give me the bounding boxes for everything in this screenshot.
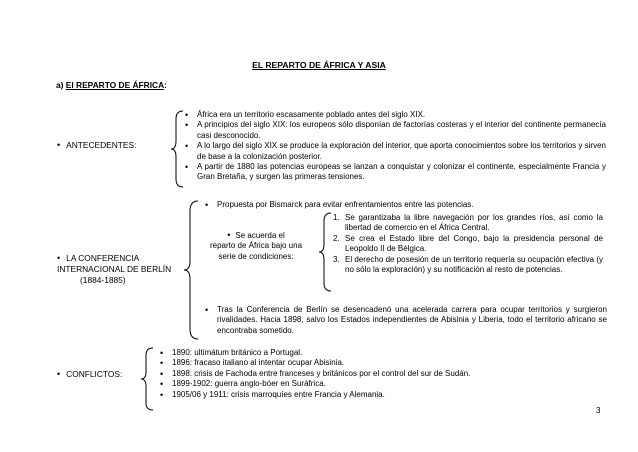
section-suffix: : (164, 80, 167, 90)
acuerdo-line3: serie de condiciones: (218, 251, 294, 261)
section-prefix: a) (56, 80, 66, 90)
antecedentes-label-text: ANTECEDENTES: (66, 140, 137, 150)
item-number: 1. (333, 213, 340, 222)
item-text: Se crea el Estado libre del Congo, bajo la presidencia personal de Leopoldo II de Bélgica. (345, 233, 603, 254)
list-item (333, 255, 603, 276)
condiciones-list (333, 213, 603, 275)
antecedentes-list (185, 110, 606, 183)
bullet-icon: • (57, 253, 61, 263)
conflictos-brace (140, 348, 154, 410)
antecedentes-brace (170, 111, 184, 187)
conferencia-label (57, 253, 139, 264)
list-item: • 1896: fracaso italiano al intentar ocupar Abisinia. (160, 358, 600, 368)
conferencia-brace (183, 201, 199, 339)
acuerdo-line2: reparto de África bajo una (209, 241, 303, 251)
conflictos-label (57, 369, 122, 380)
conferencia-dates: (1884-1885) (80, 275, 126, 285)
item-number: 3. (333, 254, 340, 264)
section-heading (56, 80, 167, 90)
conferencia-label-line1: LA CONFERENCIA (66, 253, 140, 263)
list-item: • 1898: crisis de Fachoda entre franceses y británicos por el control del sur de Sudán. (160, 369, 600, 379)
list-item: • África era un territorio escasamente poblado antes del siglo XIX. (185, 110, 606, 120)
list-item: • A partir de 1880 las potencias europeas se lanzan a conquistar y colonizar el continente, especialmente Francia y Gran Bretaña, y surgen las primeras tensiones. (185, 162, 606, 183)
list-item: • 1905/06 y 1911: crisis marroquíes entre Francia y Alemania. (160, 390, 600, 400)
list-item: • Tras la Conferencia de Berlín se desencadenó una acelerada carrera para ocupar territorios y surgieron rivalidades. Hacia 1898, salvo los Estados independientes de Abisinia y Liberia, todo el territorio africano se encontraba sometido. (205, 305, 607, 336)
conflictos-list (160, 348, 600, 400)
list-item: • 1890: ultimátum británico a Portugal. (160, 348, 600, 358)
page-number: 3 (596, 406, 601, 415)
list-item: • 1899-1902: guerra anglo-bóer en Suráfrica. (160, 379, 600, 389)
conferencia-last-list (205, 305, 607, 336)
list-item (333, 234, 603, 255)
item-text: Se garantizaba la libre navegación por los grandes ríos, así como la libertad de comercio en el África Central. (345, 213, 603, 233)
section-label: El REPARTO DE ÁFRICA (65, 80, 165, 90)
conferencia-first-list (205, 200, 605, 210)
list-item: • A lo largo del siglo XIX se produce la exploración del interior, que aporta conocimientos sobre los territorios y sirven de base a la colonización posterior. (185, 141, 606, 162)
conferencia-label-line2: INTERNACIONAL DE BERLÍN (57, 264, 172, 274)
item-text: El derecho de posesión de un territorio requería su ocupación efectiva (y no sólo la exploración) y su notificación al resto de potencias. (345, 254, 603, 275)
bullet-icon: • (57, 369, 61, 379)
bullet-icon: • (57, 140, 61, 150)
list-item: • A principios del siglo XIX: los europeos sólo disponían de factorías costeras y el interior del continente permanecía casi desconocido. (185, 120, 606, 141)
list-item: • Propuesta por Bismarck para evitar enfrentamientos entre las potencias. (205, 200, 605, 210)
antecedentes-label (57, 140, 136, 151)
conflictos-label-text: CONFLICTOS: (66, 369, 123, 379)
acuerdo-line1: Se acuerda el (235, 231, 285, 240)
list-item (333, 213, 603, 234)
bullet-icon: • (227, 230, 231, 240)
acuerdo-text (196, 230, 316, 262)
item-number: 2. (333, 233, 340, 243)
page-title: EL REPARTO DE ÁFRICA Y ASIA (252, 60, 386, 70)
condiciones-brace (318, 213, 332, 291)
